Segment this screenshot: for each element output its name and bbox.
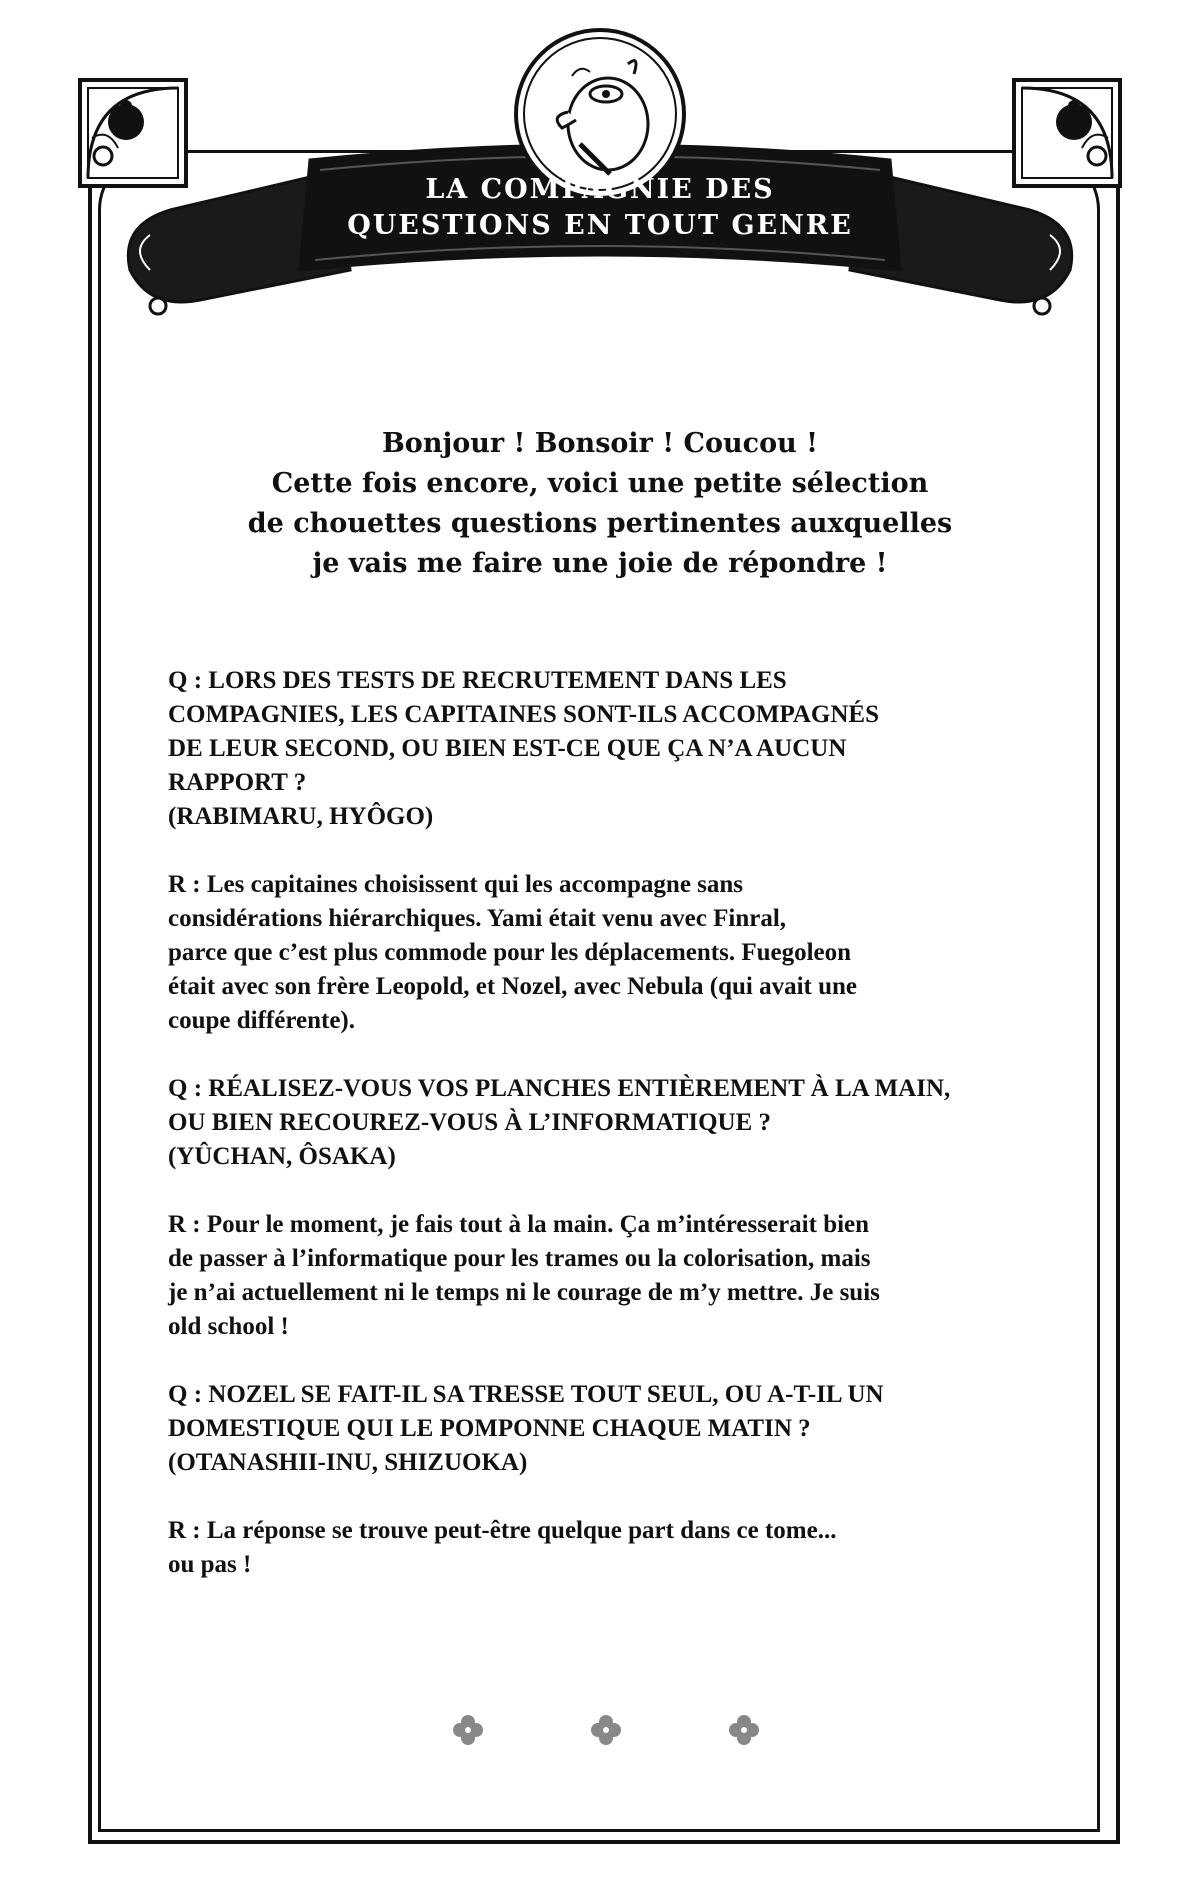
qa-line: coupe différente).: [168, 1007, 355, 1034]
qa-line: (YÛCHAN, ÔSAKA): [168, 1143, 396, 1170]
intro-line: Bonjour ! Bonsoir ! Coucou !: [381, 428, 818, 459]
qa-line: (RABIMARU, HYÔGO): [168, 803, 434, 830]
qa-line: Q : NOZEL SE FAIT-IL SA TRESSE TOUT SEUL, OU A-T-IL UN: [168, 1381, 884, 1408]
clover-icon: [450, 1712, 486, 1748]
qa-section: [168, 664, 1048, 1616]
qa-line: était avec son frère Leopold, et Nozel, avec Nebula (qui avait une: [168, 973, 858, 1000]
answer-block: [168, 868, 1048, 1038]
qa-line: R : La réponse se trouve peut-être quelque part dans ce tome...: [168, 1517, 837, 1544]
banner-title-line: LA COMPAGNIE DES: [425, 174, 775, 205]
qa-line: parce que c’est plus commode pour les déplacements. Fuegoleon: [168, 939, 852, 966]
intro-line: je vais me faire une joie de répondre !: [312, 548, 888, 579]
qa-line: je n’ai actuellement ni le temps ni le courage de m’y mettre. Je suis: [168, 1279, 880, 1306]
qa-line: DE LEUR SECOND, OU BIEN EST-CE QUE ÇA N’A AUCUN: [168, 735, 847, 762]
question-block: [168, 664, 1048, 834]
question-block: [168, 1072, 1048, 1174]
qa-line: R : Les capitaines choisissent qui les accompagne sans: [168, 871, 744, 898]
banner-title: [330, 172, 870, 244]
qa-line: RAPPORT ?: [168, 769, 307, 796]
qa-line: (OTANASHII-INU, SHIZUOKA): [168, 1449, 528, 1476]
clover-ornaments: [0, 1712, 1200, 1752]
question-block: [168, 1378, 1048, 1480]
qa-line: COMPAGNIES, LES CAPITAINES SONT-ILS ACCOMPAGNÉS: [168, 701, 880, 728]
qa-line: DOMESTIQUE QUI LE POMPONNE CHAQUE MATIN ?: [168, 1415, 811, 1442]
intro-line: de chouettes questions pertinentes auxquelles: [247, 508, 953, 539]
qa-line: ou pas !: [168, 1551, 252, 1578]
qa-line: Q : LORS DES TESTS DE RECRUTEMENT DANS LES: [168, 667, 787, 694]
clover-icon: [726, 1712, 762, 1748]
intro-text: [200, 424, 1000, 584]
qa-line: Q : RÉALISEZ-VOUS VOS PLANCHES ENTIÈREMENT À LA MAIN,: [168, 1075, 951, 1102]
banner-title-line: QUESTIONS EN TOUT GENRE: [347, 210, 853, 241]
qa-line: de passer à l’informatique pour les trames ou la colorisation, mais: [168, 1245, 871, 1272]
answer-block: [168, 1208, 1048, 1344]
clover-icon: [588, 1712, 624, 1748]
qa-line: considérations hiérarchiques. Yami était venu avec Finral,: [168, 905, 787, 932]
qa-line: OU BIEN RECOUREZ-VOUS À L’INFORMATIQUE ?: [168, 1109, 772, 1136]
qa-line: R : Pour le moment, je fais tout à la main. Ça m’intéresserait bien: [168, 1211, 870, 1238]
answer-block: [168, 1514, 1048, 1582]
qa-line: old school !: [168, 1313, 289, 1340]
intro-line: Cette fois encore, voici une petite sélection: [271, 468, 929, 499]
